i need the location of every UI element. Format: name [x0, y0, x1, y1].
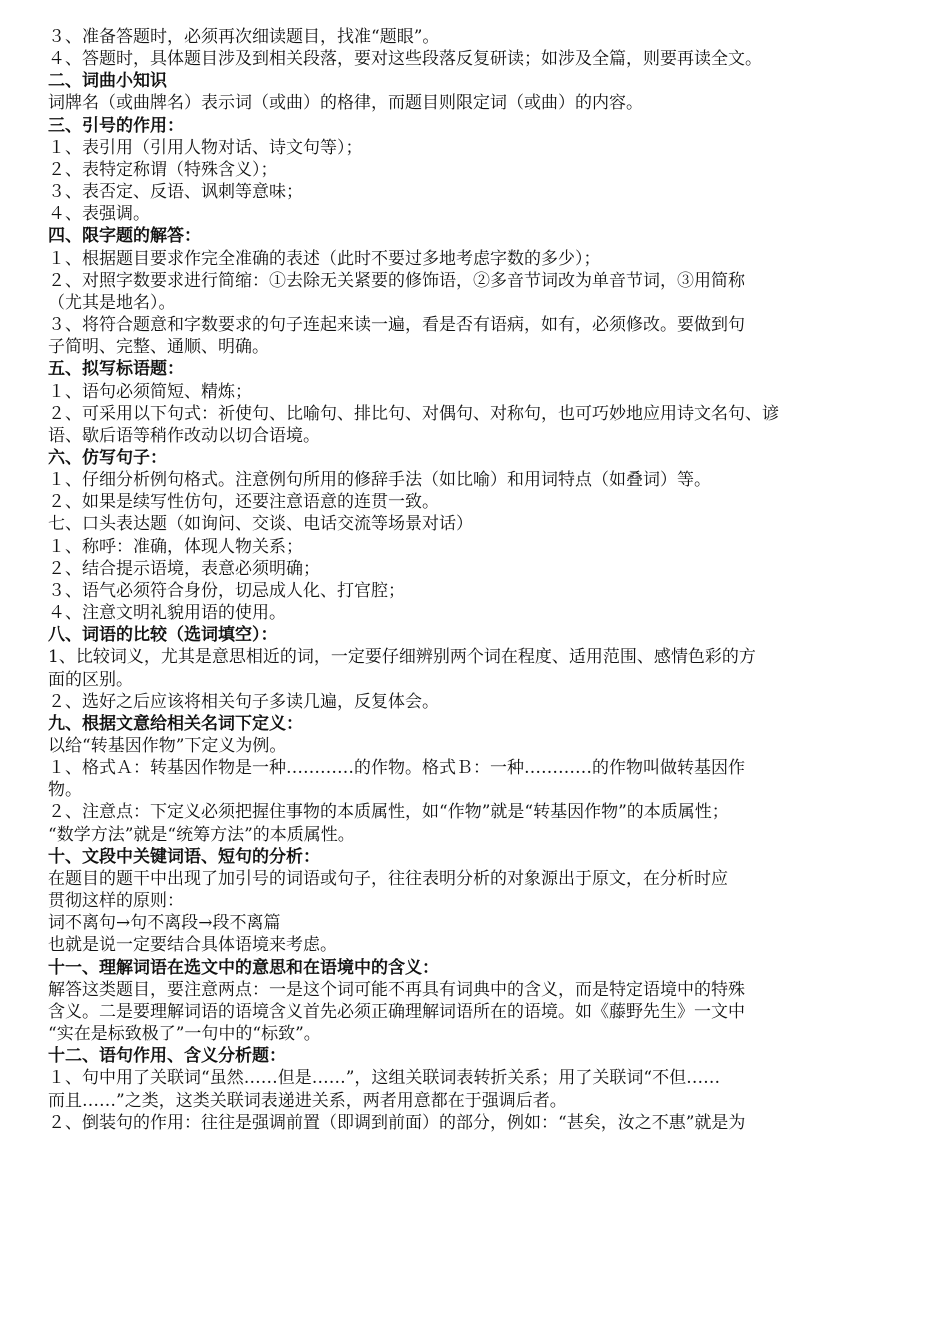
text-line: “实在是标致极了”一句中的“标致”。	[48, 1024, 321, 1045]
section-heading: 十、文段中关键词语、短句的分析：	[48, 846, 320, 867]
text-line: 七、口头表达题（如询问、交谈、电话交流等场景对话）	[48, 514, 473, 535]
text-line: 词不离句→句不离段→段不离篇	[48, 913, 281, 934]
text-line: 子简明、完整、通顺、明确。	[48, 337, 269, 358]
text-line: 面的区别。	[48, 669, 133, 690]
text-line: ４、答题时，具体题目涉及到相关段落，要对这些段落反复研读；如涉及全篇，则要再读全文。	[48, 49, 762, 70]
text-line: １、称呼：准确，体现人物关系；	[48, 536, 303, 557]
text-line: 也就是说一定要结合具体语境来考虑。	[48, 935, 337, 956]
text-line: 而且……”之类，这类关联词表递进关系，两者用意都在于强调后者。	[48, 1090, 567, 1111]
text-line: １、语句必须简短、精炼；	[48, 381, 252, 402]
section-heading: 三、引号的作用：	[48, 115, 184, 136]
text-line: １、格式Ａ：转基因作物是一种…………的作物。格式Ｂ：一种…………的作物叫做转基因作	[48, 758, 745, 779]
section-heading: 五、拟写标语题：	[48, 359, 184, 380]
text-line: 1、比较词义，尤其是意思相近的词，一定要仔细辨别两个词在程度、适用范围、感情色彩的方	[48, 647, 756, 668]
text-line: 解答这类题目，要注意两点：一是这个词可能不再具有词典中的含义，而是特定语境中的特殊	[48, 979, 745, 1000]
text-line: １、表引用（引用人物对话、诗文句等）；	[48, 137, 363, 158]
text-line: “数学方法”就是“统筹方法”的本质属性。	[48, 824, 355, 845]
text-line: ３、语气必须符合身份，切忌成人化、打官腔；	[48, 580, 405, 601]
text-line: 贯彻这样的原则：	[48, 891, 184, 912]
text-line: 语、歇后语等稍作改动以切合语境。	[48, 425, 320, 446]
section-heading: 八、词语的比较（选词填空）：	[48, 625, 278, 646]
text-line: 以给“转基因作物”下定义为例。	[48, 736, 287, 756]
section-heading: 二、词曲小知识	[48, 71, 167, 92]
text-line: ３、将符合题意和字数要求的句子连起来读一遍，看是否有语病，如有，必须修改。要做到句	[48, 315, 745, 336]
text-line: 在题目的题干中出现了加引号的词语或句子，往往表明分析的对象源出于原文，在分析时应	[48, 868, 728, 889]
text-line: １、仔细分析例句格式。注意例句所用的修辞手法（如比喻）和用词特点（如叠词）等。	[48, 470, 711, 491]
text-line: ４、表强调。	[48, 204, 150, 225]
text-line: １、根据题目要求作完全准确的表述（此时不要过多地考虑字数的多少）；	[48, 248, 601, 269]
section-heading: 四、限字题的解答：	[48, 226, 201, 247]
section-heading: 十二、语句作用、含义分析题：	[48, 1046, 286, 1067]
text-line: ２、对照字数要求进行简缩：①去除无关紧要的修饰语，②多音节词改为单音节词，③用简称	[48, 270, 745, 291]
text-line: 含义。二是要理解词语的语境含义首先必须正确理解词语所在的语境。如《藤野先生》一文中	[48, 1001, 745, 1022]
section-heading: 十一、理解词语在选文中的意思和在语境中的含义：	[48, 957, 439, 978]
text-line: ２、可采用以下句式：祈使句、比喻句、排比句、对偶句、对称句，也可巧妙地应用诗文名句、谚	[48, 403, 779, 424]
text-line: １、句中用了关联词“虽然……但是……”，这组关联词表转折关系；用了关联词“不但……	[48, 1068, 721, 1089]
text-line: ３、准备答题时，必须再次细读题目，找准“题眼”。	[48, 27, 440, 47]
text-line: ３、表否定、反语、讽刺等意味；	[48, 182, 303, 203]
text-line: ４、注意文明礼貌用语的使用。	[48, 603, 286, 624]
text-line: ２、如果是续写性仿句，还要注意语意的连贯一致。	[48, 492, 439, 513]
text-line: ２、表特定称谓（特殊含义）；	[48, 159, 278, 180]
text-line: 物。	[48, 780, 82, 801]
text-line: 词牌名（或曲牌名）表示词（或曲）的格律，而题目则限定词（或曲）的内容。	[48, 93, 643, 114]
text-line: ２、倒装句的作用：往往是强调前置（即调到前面）的部分，例如：“甚矣，汝之不惠”就是为	[48, 1112, 746, 1133]
section-heading: 九、根据文意给相关名词下定义：	[48, 713, 303, 734]
document-body	[48, 26, 910, 1134]
text-line: ２、选好之后应该将相关句子多读几遍，反复体会。	[48, 691, 439, 712]
text-line: （尤其是地名）。	[48, 292, 176, 313]
text-line: ２、结合提示语境，表意必须明确；	[48, 558, 320, 579]
section-heading: 六、仿写句子：	[48, 447, 167, 468]
text-line: ２、注意点：下定义必须把握住事物的本质属性，如“作物”就是“转基因作物”的本质属性；	[48, 802, 729, 823]
